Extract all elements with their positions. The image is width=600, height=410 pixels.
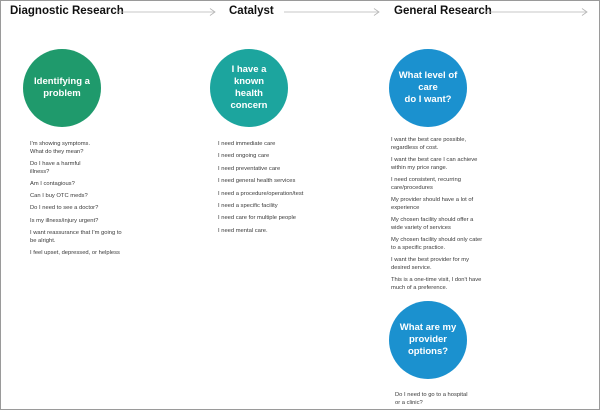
list-item: This is a one-time visit, I don't have much of a preference. [391,277,482,291]
list-item: I need consistent, recurring care/procedures [391,177,461,191]
list-item: I need care for multiple people [218,215,296,222]
circle-text: Identifying a [34,76,90,88]
list-item: I need ongoing care [218,153,270,160]
arrow-right-icon [118,7,218,17]
list-item: My chosen facility should offer a wide variety of services [391,217,474,231]
list-item: I want the best provider for my desired service. [391,257,469,271]
stage-general-research: General Research [394,5,492,17]
list-item: Do I have a harmful illness? [30,161,81,175]
circle-text: problem [43,88,81,99]
circle-provider-options [389,301,467,379]
list-item: Do I need to go to a hospital or a clinic? [395,392,468,406]
list-item: I need mental care. [218,227,268,234]
circle-text: health concern [230,88,268,111]
provider-questions-list [395,392,505,408]
circle-text: I have a known [231,64,267,88]
list-item: My chosen facility should only cater to a specific practice. [391,237,483,251]
circle-text: What level of care [398,70,458,94]
list-item: I need a specific facility [218,203,278,210]
arrow-right-icon [484,7,590,17]
list-item: I need immediate care [218,141,276,147]
circle-known-health-concern [210,49,288,127]
list-item: I want the best care possible, regardless of cost. [391,137,467,151]
list-item: I want reassurance that I'm going to be alright. [30,229,122,244]
circle-text: provider options? [407,334,449,357]
list-item: Am I contagious? [30,181,75,188]
list-item: My provider should have a lot of experience [391,197,474,211]
stage-diagnostic-research: Diagnostic Research [10,5,124,17]
list-item: I need preventative care [218,165,281,172]
catalyst-needs-list [218,141,328,240]
stage-catalyst: Catalyst [229,5,274,17]
list-item: Is my illness/injury urgent? [30,217,99,224]
list-item: I'm showing symptoms. What do they mean? [30,141,91,155]
diagnostic-questions-list [30,141,140,262]
care-preferences-list [391,137,506,297]
circle-text: What are my [399,322,457,334]
list-item: I want the best care I can achieve within my price range. [391,157,478,171]
list-item: Can I buy OTC meds? [30,193,88,200]
list-item: I feel upset, depressed, or helpless [30,249,120,256]
list-item: I need general health services [218,178,296,185]
circle-level-of-care [389,49,467,127]
list-item: Do I need to see a doctor? [30,205,99,212]
circle-text: do I want? [404,93,452,105]
circle-identifying-problem [23,49,101,127]
arrow-right-icon [284,7,382,17]
list-item: I need a procedure/operation/test [218,190,304,197]
